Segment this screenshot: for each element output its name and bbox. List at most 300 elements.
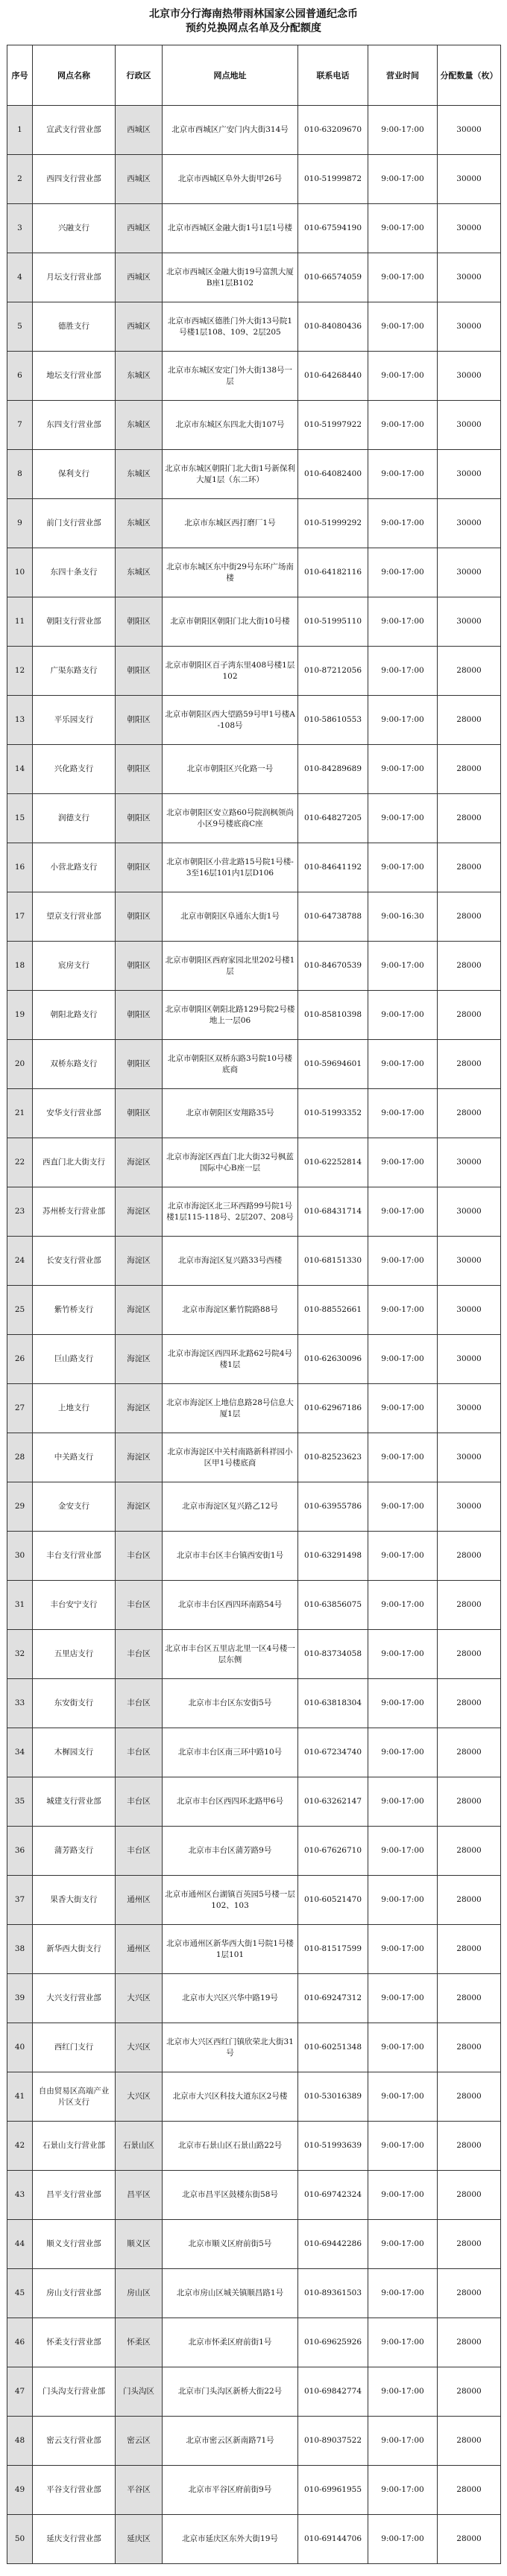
cell-phone: 010-84641192 — [298, 843, 368, 892]
cell-phone: 010-83734058 — [298, 1630, 368, 1679]
cell-hours: 9:00-17:00 — [368, 499, 438, 548]
table-row — [7, 1532, 501, 1581]
table-row — [7, 892, 501, 942]
cell-hours: 9:00-17:00 — [368, 1384, 438, 1433]
cell-name: 朝阳支行营业部 — [33, 597, 116, 647]
header-quota: 分配数量（枚） — [438, 45, 501, 106]
table-row — [7, 696, 501, 745]
cell-quota: 28000 — [438, 647, 501, 696]
cell-hours: 9:00-17:00 — [368, 1433, 438, 1482]
cell-phone: 010-81517599 — [298, 1925, 368, 1974]
cell-quota: 30000 — [438, 1335, 501, 1384]
cell-address: 北京市通州区新华西大街1号院1号楼1层101 — [163, 1925, 298, 1974]
cell-address: 北京市海淀区西四环北路62号院4号楼1层 — [163, 1335, 298, 1384]
table-row — [7, 1187, 501, 1237]
cell-address: 北京市朝阳区百子湾东里408号楼1层102 — [163, 647, 298, 696]
table-row — [7, 1482, 501, 1532]
cell-no: 25 — [7, 1286, 33, 1335]
cell-phone: 010-89037522 — [298, 2417, 368, 2466]
title-line-1: 北京市分行海南热带雨林国家公园普通纪念币 — [149, 8, 358, 20]
cell-phone: 010-64082400 — [298, 450, 368, 499]
cell-phone: 010-69842774 — [298, 2367, 368, 2417]
cell-district: 丰台区 — [116, 1679, 163, 1728]
cell-address: 北京市大兴区科技大道东区2号楼 — [163, 2072, 298, 2122]
cell-address: 北京市朝阳区兴化路一号 — [163, 745, 298, 794]
cell-hours: 9:00-17:00 — [368, 1482, 438, 1532]
cell-address: 北京市密云区新南路71号 — [163, 2417, 298, 2466]
cell-no: 44 — [7, 2220, 33, 2269]
cell-name: 平乐园支行 — [33, 696, 116, 745]
cell-address: 北京市延庆区东外大街19号 — [163, 2515, 298, 2564]
cell-hours: 9:00-17:00 — [368, 1728, 438, 1777]
cell-quota: 28000 — [438, 2122, 501, 2171]
cell-hours: 9:00-17:00 — [368, 2023, 438, 2072]
cell-name: 密云支行营业部 — [33, 2417, 116, 2466]
cell-name: 保利支行 — [33, 450, 116, 499]
cell-hours: 9:00-17:00 — [368, 253, 438, 302]
cell-address: 北京市朝阳区西府家园北里202号楼1层 — [163, 942, 298, 991]
table-row — [7, 450, 501, 499]
cell-no: 33 — [7, 1679, 33, 1728]
cell-no: 3 — [7, 204, 33, 253]
cell-quota: 30000 — [438, 204, 501, 253]
cell-no: 46 — [7, 2318, 33, 2367]
cell-no: 28 — [7, 1433, 33, 1482]
cell-district: 通州区 — [116, 1876, 163, 1925]
cell-no: 38 — [7, 1925, 33, 1974]
cell-hours: 9:00-17:00 — [368, 1040, 438, 1089]
cell-hours: 9:00-17:00 — [368, 696, 438, 745]
cell-quota: 28000 — [438, 942, 501, 991]
cell-address: 北京市东城区西打磨厂1号 — [163, 499, 298, 548]
cell-phone: 010-85810398 — [298, 991, 368, 1040]
cell-hours: 9:00-17:00 — [368, 794, 438, 843]
cell-phone: 010-84670539 — [298, 942, 368, 991]
cell-district: 朝阳区 — [116, 696, 163, 745]
cell-phone: 010-69625926 — [298, 2318, 368, 2367]
cell-address: 北京市西城区金融大街19号富凯大厦B座1层B102 — [163, 253, 298, 302]
cell-district: 海淀区 — [116, 1286, 163, 1335]
cell-district: 顺义区 — [116, 2220, 163, 2269]
table-row — [7, 253, 501, 302]
cell-quota: 30000 — [438, 1433, 501, 1482]
cell-phone: 010-64182116 — [298, 548, 368, 597]
cell-no: 26 — [7, 1335, 33, 1384]
cell-hours: 9:00-17:00 — [368, 2367, 438, 2417]
cell-address: 北京市大兴区兴华中路19号 — [163, 1974, 298, 2023]
header-hours: 营业时间 — [368, 45, 438, 106]
cell-district: 怀柔区 — [116, 2318, 163, 2367]
cell-no: 24 — [7, 1237, 33, 1286]
cell-district: 海淀区 — [116, 1433, 163, 1482]
cell-address: 北京市西城区阜外大街甲26号 — [163, 155, 298, 204]
cell-quota: 30000 — [438, 1286, 501, 1335]
header-address: 网点地址 — [163, 45, 298, 106]
cell-quota: 28000 — [438, 991, 501, 1040]
cell-quota: 30000 — [438, 1482, 501, 1532]
cell-phone: 010-64738788 — [298, 892, 368, 942]
cell-district: 通州区 — [116, 1925, 163, 1974]
cell-no: 23 — [7, 1187, 33, 1237]
cell-name: 宣武支行营业部 — [33, 106, 116, 155]
cell-quota: 28000 — [438, 2072, 501, 2122]
cell-no: 29 — [7, 1482, 33, 1532]
cell-name: 丰台安宁支行 — [33, 1581, 116, 1630]
cell-name: 东四支行营业部 — [33, 401, 116, 450]
table-row — [7, 106, 501, 155]
cell-phone: 010-68431714 — [298, 1187, 368, 1237]
cell-quota: 30000 — [438, 548, 501, 597]
cell-name: 东安街支行 — [33, 1679, 116, 1728]
cell-district: 海淀区 — [116, 1482, 163, 1532]
cell-name: 紫竹桥支行 — [33, 1286, 116, 1335]
cell-hours: 9:00-17:00 — [368, 1532, 438, 1581]
cell-quota: 28000 — [438, 2515, 501, 2564]
cell-address: 北京市朝阳区朝阳北路129号院2号楼地上一层06 — [163, 991, 298, 1040]
cell-district: 丰台区 — [116, 1581, 163, 1630]
table-row — [7, 1335, 501, 1384]
cell-name: 城建支行营业部 — [33, 1777, 116, 1827]
cell-name: 广渠东路支行 — [33, 647, 116, 696]
cell-hours: 9:00-17:00 — [368, 843, 438, 892]
cell-name: 大兴支行营业部 — [33, 1974, 116, 2023]
cell-hours: 9:00-17:00 — [368, 1679, 438, 1728]
cell-no: 39 — [7, 1974, 33, 2023]
table-row — [7, 1237, 501, 1286]
cell-phone: 010-69742324 — [298, 2171, 368, 2220]
table-row — [7, 1384, 501, 1433]
table-row — [7, 2220, 501, 2269]
cell-no: 11 — [7, 597, 33, 647]
cell-district: 东城区 — [116, 499, 163, 548]
cell-district: 房山区 — [116, 2269, 163, 2318]
cell-no: 2 — [7, 155, 33, 204]
cell-hours: 9:00-17:00 — [368, 1187, 438, 1237]
cell-quota: 28000 — [438, 2023, 501, 2072]
table-row — [7, 1827, 501, 1876]
cell-name: 昌平支行营业部 — [33, 2171, 116, 2220]
cell-district: 海淀区 — [116, 1138, 163, 1187]
cell-hours: 9:00-17:00 — [368, 2318, 438, 2367]
cell-name: 自由贸易区高端产业片区支行 — [33, 2072, 116, 2122]
cell-phone: 010-69144706 — [298, 2515, 368, 2564]
cell-quota: 28000 — [438, 1974, 501, 2023]
table-row — [7, 1974, 501, 2023]
header-district: 行政区 — [116, 45, 163, 106]
cell-no: 13 — [7, 696, 33, 745]
cell-quota: 28000 — [438, 745, 501, 794]
cell-quota: 28000 — [438, 1876, 501, 1925]
cell-phone: 010-82523623 — [298, 1433, 368, 1482]
cell-quota: 30000 — [438, 597, 501, 647]
cell-address: 北京市西城区金融大街1号1层1号楼 — [163, 204, 298, 253]
cell-no: 48 — [7, 2417, 33, 2466]
table-row — [7, 843, 501, 892]
table-row — [7, 647, 501, 696]
cell-name: 月坛支行营业部 — [33, 253, 116, 302]
cell-phone: 010-69442286 — [298, 2220, 368, 2269]
cell-no: 47 — [7, 2367, 33, 2417]
cell-district: 丰台区 — [116, 1827, 163, 1876]
cell-district: 朝阳区 — [116, 597, 163, 647]
cell-district: 西城区 — [116, 253, 163, 302]
cell-quota: 28000 — [438, 2417, 501, 2466]
cell-hours: 9:00-17:00 — [368, 1876, 438, 1925]
title-line-2: 预约兑换网点名单及分配额度 — [186, 22, 321, 34]
cell-phone: 010-63818304 — [298, 1679, 368, 1728]
cell-quota: 28000 — [438, 1581, 501, 1630]
table-row — [7, 2023, 501, 2072]
cell-quota: 30000 — [438, 302, 501, 352]
cell-name: 西红门支行 — [33, 2023, 116, 2072]
cell-phone: 010-51997922 — [298, 401, 368, 450]
cell-district: 平谷区 — [116, 2466, 163, 2515]
cell-phone: 010-51999872 — [298, 155, 368, 204]
cell-address: 北京市西城区德胜门外大街13号院1号楼1层108、109、2层205 — [163, 302, 298, 352]
cell-hours: 9:00-17:00 — [368, 2122, 438, 2171]
cell-address: 北京市石景山区石景山路22号 — [163, 2122, 298, 2171]
cell-address: 北京市海淀区中关村南路新科祥园小区甲1号楼底商 — [163, 1433, 298, 1482]
table-row — [7, 1777, 501, 1827]
cell-no: 43 — [7, 2171, 33, 2220]
cell-name: 蒲芳路支行 — [33, 1827, 116, 1876]
cell-district: 东城区 — [116, 548, 163, 597]
cell-district: 西城区 — [116, 106, 163, 155]
table-row — [7, 352, 501, 401]
cell-quota: 30000 — [438, 450, 501, 499]
cell-quota: 28000 — [438, 843, 501, 892]
cell-district: 朝阳区 — [116, 1040, 163, 1089]
cell-no: 7 — [7, 401, 33, 450]
cell-hours: 9:00-17:00 — [368, 155, 438, 204]
cell-address: 北京市怀柔区府前街1号 — [163, 2318, 298, 2367]
cell-name: 望京支行营业部 — [33, 892, 116, 942]
cell-address: 北京市海淀区北三环西路99号院1号楼1层115-118号、2层207、208号 — [163, 1187, 298, 1237]
cell-name: 木樨园支行 — [33, 1728, 116, 1777]
cell-phone: 010-67594190 — [298, 204, 368, 253]
cell-name: 上地支行 — [33, 1384, 116, 1433]
cell-quota: 28000 — [438, 1728, 501, 1777]
cell-no: 34 — [7, 1728, 33, 1777]
table-row — [7, 1286, 501, 1335]
cell-quota: 28000 — [438, 1925, 501, 1974]
cell-district: 海淀区 — [116, 1335, 163, 1384]
cell-phone: 010-89361503 — [298, 2269, 368, 2318]
table-row — [7, 2269, 501, 2318]
cell-district: 丰台区 — [116, 1728, 163, 1777]
cell-address: 北京市西城区广安门内大街314号 — [163, 106, 298, 155]
table-row — [7, 1925, 501, 1974]
cell-phone: 010-62252814 — [298, 1138, 368, 1187]
cell-name: 果香大街支行 — [33, 1876, 116, 1925]
cell-hours: 9:00-17:00 — [368, 548, 438, 597]
cell-hours: 9:00-17:00 — [368, 2515, 438, 2564]
cell-name: 西四支行营业部 — [33, 155, 116, 204]
table-row — [7, 1040, 501, 1089]
cell-phone: 010-69961955 — [298, 2466, 368, 2515]
cell-district: 朝阳区 — [116, 942, 163, 991]
cell-address: 北京市海淀区复兴路33号西楼 — [163, 1237, 298, 1286]
cell-no: 16 — [7, 843, 33, 892]
cell-address: 北京市海淀区紫竹院路88号 — [163, 1286, 298, 1335]
cell-district: 朝阳区 — [116, 1089, 163, 1138]
cell-address: 北京市朝阳区阜通东大街1号 — [163, 892, 298, 942]
cell-phone: 010-63262147 — [298, 1777, 368, 1827]
cell-district: 西城区 — [116, 155, 163, 204]
cell-quota: 28000 — [438, 2269, 501, 2318]
cell-no: 19 — [7, 991, 33, 1040]
cell-hours: 9:00-17:00 — [368, 991, 438, 1040]
cell-address: 北京市朝阳区西大望路59号甲1号楼A-108号 — [163, 696, 298, 745]
cell-address: 北京市朝阳区安翔路35号 — [163, 1089, 298, 1138]
header-name: 网点名称 — [33, 45, 116, 106]
cell-district: 朝阳区 — [116, 794, 163, 843]
cell-address: 北京市顺义区府前街5号 — [163, 2220, 298, 2269]
branch-quota-table — [7, 45, 501, 2564]
cell-address: 北京市朝阳区安立路60号院润枫领尚小区9号楼底商C座 — [163, 794, 298, 843]
cell-name: 巨山路支行 — [33, 1335, 116, 1384]
table-row — [7, 2417, 501, 2466]
cell-no: 18 — [7, 942, 33, 991]
cell-quota: 28000 — [438, 2367, 501, 2417]
cell-district: 朝阳区 — [116, 892, 163, 942]
cell-no: 36 — [7, 1827, 33, 1876]
cell-quota: 30000 — [438, 1138, 501, 1187]
cell-quota: 28000 — [438, 2466, 501, 2515]
cell-district: 西城区 — [116, 204, 163, 253]
cell-district: 海淀区 — [116, 1384, 163, 1433]
cell-hours: 9:00-17:00 — [368, 1138, 438, 1187]
cell-no: 8 — [7, 450, 33, 499]
cell-address: 北京市海淀区西直门北大街32号枫蓝国际中心B座一层 — [163, 1138, 298, 1187]
cell-hours: 9:00-17:00 — [368, 352, 438, 401]
cell-phone: 010-59694601 — [298, 1040, 368, 1089]
cell-name: 双桥东路支行 — [33, 1040, 116, 1089]
cell-address: 北京市海淀区复兴路乙12号 — [163, 1482, 298, 1532]
cell-no: 49 — [7, 2466, 33, 2515]
cell-district: 石景山区 — [116, 2122, 163, 2171]
table-row — [7, 942, 501, 991]
cell-quota: 28000 — [438, 1532, 501, 1581]
cell-quota: 30000 — [438, 1237, 501, 1286]
table-row — [7, 1433, 501, 1482]
cell-hours: 9:00-17:00 — [368, 942, 438, 991]
table-row — [7, 2318, 501, 2367]
cell-quota: 28000 — [438, 2171, 501, 2220]
cell-address: 北京市朝阳区朝阳门北大街10号楼 — [163, 597, 298, 647]
cell-name: 房山支行营业部 — [33, 2269, 116, 2318]
cell-hours: 9:00-17:00 — [368, 745, 438, 794]
table-body — [7, 106, 501, 2564]
cell-name: 平谷支行营业部 — [33, 2466, 116, 2515]
cell-address: 北京市朝阳区小营北路15号院1号楼-3至16层101内1层D106 — [163, 843, 298, 892]
cell-phone: 010-84080436 — [298, 302, 368, 352]
cell-district: 西城区 — [116, 302, 163, 352]
cell-district: 朝阳区 — [116, 843, 163, 892]
cell-district: 昌平区 — [116, 2171, 163, 2220]
cell-no: 5 — [7, 302, 33, 352]
cell-name: 延庆支行营业部 — [33, 2515, 116, 2564]
cell-name: 西直门北大街支行 — [33, 1138, 116, 1187]
cell-name: 苏州桥支行营业部 — [33, 1187, 116, 1237]
cell-hours: 9:00-17:00 — [368, 204, 438, 253]
cell-no: 35 — [7, 1777, 33, 1827]
cell-address: 北京市平谷区府前街9号 — [163, 2466, 298, 2515]
cell-name: 小营北路支行 — [33, 843, 116, 892]
table-row — [7, 2515, 501, 2564]
cell-quota: 30000 — [438, 253, 501, 302]
table-row — [7, 499, 501, 548]
cell-quota: 28000 — [438, 1040, 501, 1089]
cell-name: 兴化路支行 — [33, 745, 116, 794]
table-row — [7, 1679, 501, 1728]
cell-phone: 010-63291498 — [298, 1532, 368, 1581]
cell-no: 45 — [7, 2269, 33, 2318]
cell-address: 北京市东城区安定门外大街138号一层 — [163, 352, 298, 401]
cell-name: 五里店支行 — [33, 1630, 116, 1679]
cell-hours: 9:00-17:00 — [368, 647, 438, 696]
cell-name: 地坛支行营业部 — [33, 352, 116, 401]
cell-district: 丰台区 — [116, 1630, 163, 1679]
cell-district: 大兴区 — [116, 2023, 163, 2072]
cell-district: 密云区 — [116, 2417, 163, 2466]
table-row — [7, 1876, 501, 1925]
cell-quota: 28000 — [438, 1630, 501, 1679]
cell-quota: 28000 — [438, 1827, 501, 1876]
table-row — [7, 2072, 501, 2122]
cell-hours: 9:00-17:00 — [368, 1581, 438, 1630]
cell-no: 50 — [7, 2515, 33, 2564]
cell-address: 北京市丰台区五里店北里一区4号楼一层东侧 — [163, 1630, 298, 1679]
cell-phone: 010-53016389 — [298, 2072, 368, 2122]
table-row — [7, 401, 501, 450]
cell-district: 大兴区 — [116, 2072, 163, 2122]
cell-name: 石景山支行营业部 — [33, 2122, 116, 2171]
cell-phone: 010-64827205 — [298, 794, 368, 843]
cell-no: 37 — [7, 1876, 33, 1925]
cell-no: 1 — [7, 106, 33, 155]
table-row — [7, 204, 501, 253]
cell-hours: 9:00-17:00 — [368, 1286, 438, 1335]
cell-district: 东城区 — [116, 352, 163, 401]
cell-hours: 9:00-17:00 — [368, 2171, 438, 2220]
cell-phone: 010-63856075 — [298, 1581, 368, 1630]
cell-hours: 9:00-17:00 — [368, 2220, 438, 2269]
cell-phone: 010-51995110 — [298, 597, 368, 647]
cell-phone: 010-62630096 — [298, 1335, 368, 1384]
document-title — [0, 7, 507, 36]
cell-district: 门头沟区 — [116, 2367, 163, 2417]
cell-name: 门头沟支行营业部 — [33, 2367, 116, 2417]
cell-phone: 010-58610553 — [298, 696, 368, 745]
cell-hours: 9:00-17:00 — [368, 2072, 438, 2122]
cell-district: 东城区 — [116, 450, 163, 499]
cell-district: 朝阳区 — [116, 647, 163, 696]
cell-address: 北京市房山区城关镇顺昌路1号 — [163, 2269, 298, 2318]
cell-name: 新华西大街支行 — [33, 1925, 116, 1974]
cell-no: 12 — [7, 647, 33, 696]
cell-address: 北京市昌平区鼓楼东街58号 — [163, 2171, 298, 2220]
cell-hours: 9:00-17:00 — [368, 2466, 438, 2515]
cell-no: 31 — [7, 1581, 33, 1630]
cell-hours: 9:00-17:00 — [368, 597, 438, 647]
cell-phone: 010-63209670 — [298, 106, 368, 155]
cell-phone: 010-67234740 — [298, 1728, 368, 1777]
cell-quota: 30000 — [438, 401, 501, 450]
cell-hours: 9:00-17:00 — [368, 401, 438, 450]
cell-address: 北京市丰台区西四环南路54号 — [163, 1581, 298, 1630]
cell-address: 北京市东城区东四北大街107号 — [163, 401, 298, 450]
